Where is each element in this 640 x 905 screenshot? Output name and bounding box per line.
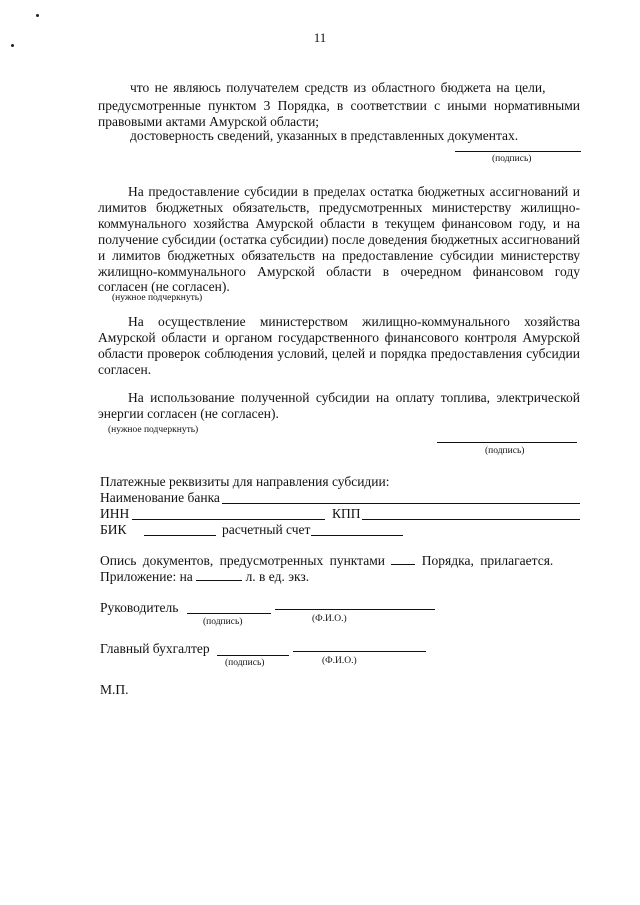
underline-note: (нужное подчеркнуть) <box>108 425 199 435</box>
intro-line: правовыми актами Амурской области; <box>98 114 320 129</box>
signature-line <box>455 151 581 152</box>
bik-field[interactable] <box>144 535 216 536</box>
accountant-name-field[interactable] <box>293 651 426 652</box>
kpp-label: КПП <box>332 506 361 521</box>
name-caption: (Ф.И.О.) <box>312 614 347 624</box>
paragraph-line: лимитов бюджетных обязательств, предусмотренных министерству жилищно- <box>98 200 580 215</box>
sheet-count-field[interactable] <box>196 568 242 581</box>
paragraph-line: На предоставление субсидии в пределах остатка бюджетных ассигнований и <box>128 184 580 199</box>
signature-caption: (подпись) <box>492 154 532 164</box>
paragraph-line: получение субсидии (остатка субсидии) после доведения бюджетных ассигнований <box>98 232 580 247</box>
inn-field[interactable] <box>132 519 325 520</box>
sign-caption: (подпись) <box>225 658 265 668</box>
head-label: Руководитель <box>100 600 179 615</box>
paragraph-line: жилищно-коммунального Амурской области в очередном финансовом году <box>98 264 580 279</box>
paragraph-line: На осуществление министерством жилищно-коммунального хозяйства <box>128 314 580 329</box>
paragraph-line: согласен (не согласен). <box>98 279 230 294</box>
attachment-text-end: л. в ед. экз. <box>245 569 310 584</box>
paragraph-line: энергии согласен (не согласен). <box>98 406 279 421</box>
accountant-label: Главный бухгалтер <box>100 641 210 656</box>
clause-number-field[interactable] <box>391 552 415 565</box>
page-number: 11 <box>313 30 327 45</box>
inventory-line <box>100 552 580 569</box>
inventory-text-end: Порядка, прилагается. <box>421 553 554 568</box>
kpp-field[interactable] <box>362 519 580 520</box>
attachment-text-start: Приложение: на <box>100 569 193 584</box>
payment-heading: Платежные реквизиты для направления субсидии: <box>100 474 390 489</box>
bank-name-label: Наименование банка <box>100 490 220 505</box>
attachment-line <box>100 568 309 585</box>
inn-label: ИНН <box>100 506 130 521</box>
accountant-signature-field[interactable] <box>217 655 289 656</box>
stamp-place: М.П. <box>100 682 129 697</box>
intro-line: достоверность сведений, указанных в представленных документах. <box>130 128 519 143</box>
intro-line: что не являюсь получателем средств из областного бюджета на цели, <box>130 80 546 95</box>
paragraph-line: На использование полученной субсидии на оплату топлива, электрической <box>128 390 580 405</box>
bik-label: БИК <box>100 522 127 537</box>
sign-caption: (подпись) <box>203 617 243 627</box>
intro-line: предусмотренные пунктом 3 Порядка, в соответствии с иными нормативными <box>98 98 580 113</box>
paragraph-line: и лимитов бюджетных обязательств на предоставление субсидии министерству <box>98 248 580 263</box>
signature-caption: (подпись) <box>485 446 525 456</box>
scan-speck <box>36 14 39 17</box>
name-caption: (Ф.И.О.) <box>322 656 357 666</box>
account-field[interactable] <box>311 535 403 536</box>
inventory-text-start: Опись документов, предусмотренных пунктами <box>100 553 386 568</box>
head-signature-field[interactable] <box>187 613 271 614</box>
head-name-field[interactable] <box>275 609 435 610</box>
paragraph-line: Амурской области и органом государственного финансового контроля Амурской <box>98 330 580 345</box>
underline-note: (нужное подчеркнуть) <box>112 293 203 303</box>
paragraph-line: области проверок соблюдения условий, целей и порядка предоставления субсидии <box>98 346 580 361</box>
signature-line <box>437 442 577 443</box>
paragraph-line: согласен. <box>98 362 152 377</box>
paragraph-line: коммунального хозяйства Амурской области в текущем финансовом году, и на <box>98 216 580 231</box>
bank-name-field[interactable] <box>222 503 580 504</box>
account-label: расчетный счет <box>222 522 311 537</box>
